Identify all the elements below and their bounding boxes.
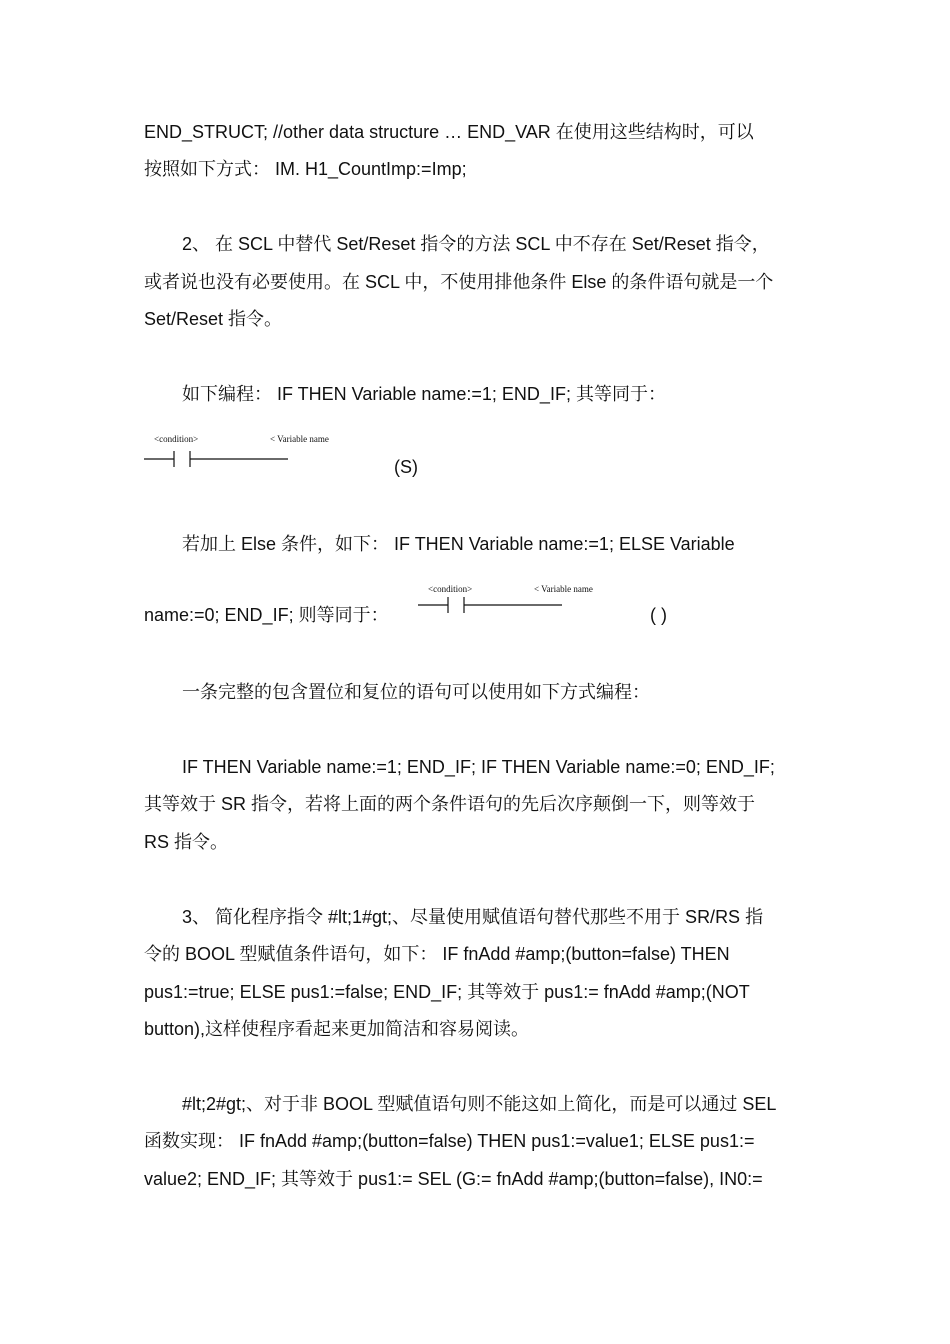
text-line: 如下编程： IF THEN Variable name:=1; END_IF; 其等同于：	[182, 384, 666, 404]
text-line: END_STRUCT; //other data structure … END_VAR 在使用这些结构时，可以	[144, 122, 754, 142]
text-line: 2、 在 SCL 中替代 Set/Reset 指令的方法 SCL 中不存在 Set/Reset 指令，	[182, 234, 770, 254]
text-line: name:=0; END_IF; 则等同于：	[144, 605, 389, 625]
text-line: Set/Reset 指令。	[144, 309, 283, 329]
text-line: 按照如下方式： IM. H1_CountImp:=Imp;	[144, 159, 467, 179]
ladder-variable-label: < Variable name	[270, 434, 329, 444]
ladder-condition-label: <condition>	[428, 584, 473, 594]
coil-label: ( )	[650, 605, 667, 625]
text-line: pus1:=true; ELSE pus1:=false; END_IF; 其等效于 pus1:= fnAdd #amp;(NOT	[144, 982, 750, 1002]
text-line: #lt;2#gt;、对于非 BOOL 型赋值语句则不能这如上简化，而是可以通过 SEL	[182, 1094, 777, 1114]
text-line: button),这样使程序看起来更加简洁和容易阅读。	[144, 1019, 530, 1039]
coil-set-label: (S)	[394, 457, 418, 477]
text-line: RS 指令。	[144, 832, 229, 852]
ladder-variable-label: < Variable name	[534, 584, 593, 594]
text-line: value2; END_IF; 其等效于 pus1:= SEL (G:= fnAdd #amp;(button=false), IN0:=	[144, 1169, 763, 1189]
text-line: 若加上 Else 条件，如下： IF THEN Variable name:=1; ELSE Variable	[182, 534, 735, 554]
text-line: 令的 BOOL 型赋值条件语句，如下： IF fnAdd #amp;(button=false) THEN	[144, 944, 730, 964]
ladder-condition-label: <condition>	[154, 434, 199, 444]
text-line: IF THEN Variable name:=1; END_IF; IF THEN Variable name:=0; END_IF;	[182, 757, 775, 777]
text-line: 或者说也没有必要使用。在 SCL 中，不使用排他条件 Else 的条件语句就是一个	[144, 272, 774, 292]
text-line: 一条完整的包含置位和复位的语句可以使用如下方式编程：	[182, 682, 650, 702]
ladder-contact-diagram	[416, 580, 636, 620]
ladder-contact-diagram	[142, 430, 362, 470]
text-line: 函数实现： IF fnAdd #amp;(button=false) THEN pus1:=value1; ELSE pus1:=	[144, 1131, 755, 1151]
text-line: 其等效于 SR 指令，若将上面的两个条件语句的先后次序颠倒一下，则等效于	[144, 794, 756, 814]
text-line: 3、 简化程序指令 #lt;1#gt;、尽量使用赋值语句替代那些不用于 SR/RS 指	[182, 907, 764, 927]
